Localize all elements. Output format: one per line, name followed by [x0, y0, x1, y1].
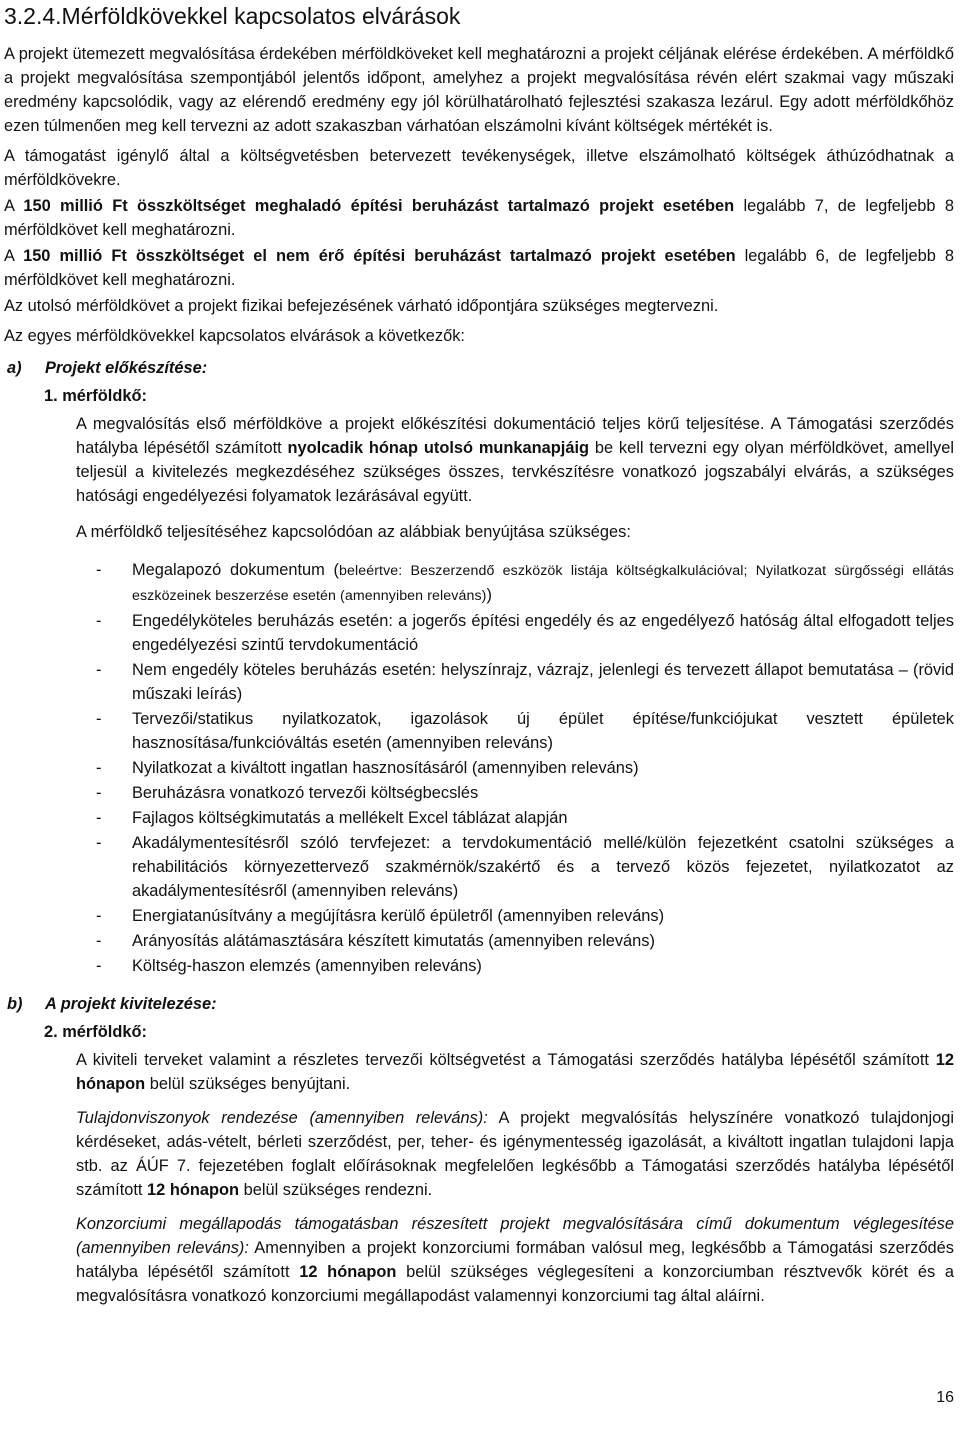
list-item: - Fajlagos költségkimutatás a mellékelt Excel táblázat alapján — [96, 809, 568, 827]
section-letter: b) — [7, 995, 23, 1013]
list-item: - Beruházásra vonatkozó tervezői költségbecslés — [96, 784, 479, 802]
ownership-paragraph: Tulajdonviszonyok rendezése (amennyiben releváns): A projekt megvalósítás helyszínére vonatkozó tulajdonjogi kérdéseket, adás-vételt, bérleti szerződést, per, teher- és igénymentesség igazolását, a kiváltott ingatlan tulajdoni lapja stb. az ÁÚF 7. fejezetében foglalt előírásoknak megfelelően legkésőbb a Támogatási szerződés hatályba lépésétől számított 12 hónapon belül szükséges rendezni. — [76, 1109, 954, 1199]
list-item-note: beleértve: Beszerzendő eszközök listája költségkalkulációval; Nyilatkozat sürgősségi ellátás eszközeinek beszerzése esetén (amennyiben releváns) — [132, 563, 954, 604]
bold-phrase: 12 hónapon — [147, 1181, 240, 1199]
italic-lead: Konzorciumi megállapodás támogatásban részesített projekt megvalósítására című dokumentum véglegesítése (amennyiben releváns): — [76, 1215, 954, 1257]
milestone-paragraph: A kiviteli terveket valamint a részletes tervezői költségvetést a Támogatási szerződés hatályba lépésétől számított 12 hónapon belül szükséges benyújtani. — [76, 1051, 954, 1093]
section-letter: a) — [7, 359, 22, 377]
last-milestone-paragraph: Az utolsó mérföldkövet a projekt fizikai befejezésének várható időpontjára szükséges megtervezni. — [4, 297, 719, 315]
section-b-title: b) A projekt kivitelezése: — [4, 992, 954, 1016]
bold-phrase: 150 millió Ft összköltséget meghaladó építési beruházást tartalmazó projekt esetében — [23, 197, 735, 215]
page-number: 16 — [936, 1389, 954, 1406]
list-item: - Nem engedély köteles beruházás esetén: helyszínrajz, vázrajz, jelenlegi és tervezett állapot bemutatása – (rövid műszaki leírás) — [96, 661, 954, 703]
list-item: - Nyilatkozat a kiváltott ingatlan hasznosításáról (amennyiben releváns) — [96, 759, 639, 777]
required-documents-list — [96, 558, 954, 978]
threshold-paragraph-under: A 150 millió Ft összköltséget el nem érő építési beruházást tartalmazó projekt esetében legalább 6, de legfeljebb 8 mérföldkövet kell meghatározni. — [4, 247, 954, 289]
list-lead-paragraph: Az egyes mérföldkövekkel kapcsolatos elvárások a következők: — [4, 327, 465, 345]
bold-phrase: 150 millió Ft összköltséget el nem érő építési beruházást tartalmazó projekt esetében — [23, 247, 736, 265]
bold-phrase: 12 hónapon — [76, 1051, 954, 1093]
section-a-title: a) Projekt előkészítése: — [4, 356, 954, 380]
bold-phrase: nyolcadik hónap utolsó munkanapjáig — [287, 439, 590, 457]
list-intro: A mérföldkő teljesítéséhez kapcsolódóan az alábbiak benyújtása szükséges: — [76, 523, 631, 541]
list-item: - Arányosítás alátámasztására készített kimutatás (amennyiben releváns) — [96, 932, 655, 950]
list-item: - Megalapozó dokumentum (beleértve: Beszerzendő eszközök listája költségkalkulációval; Nyilatkozat sürgősségi ellátás eszközeinek beszerzése esetén (amennyiben releváns)) — [96, 561, 954, 604]
consortium-paragraph: Konzorciumi megállapodás támogatásban részesített projekt megvalósítására című dokumentum véglegesítése (amennyiben releváns): Amennyiben a projekt konzorciumi formában valósul meg, legkésőbb a Támogatási szerződés hatályba lépésétől számított 12 hónapon belül szükséges véglegesíteni a konzorciumban résztvevők körét és a megvalósításra vonatkozó konzorciumi megállapodást valamennyi konzorciumi tag által aláírni. — [76, 1215, 954, 1305]
list-item: - Költség-haszon elemzés (amennyiben releváns) — [96, 957, 482, 975]
threshold-paragraph-over: A 150 millió Ft összköltséget meghaladó építési beruházást tartalmazó projekt esetében legalább 7, de legfeljebb 8 mérföldkövet kell meghatározni. — [4, 197, 954, 239]
list-item: - Engedélyköteles beruházás esetén: a jogerős építési engedély és az engedélyező hatóság által elfogadott teljes engedélyezési szintű tervdokumentáció — [96, 612, 954, 654]
milestone-label: 2. mérföldkő: — [44, 1023, 147, 1041]
list-item: - Energiatanúsítvány a megújításra kerülő épületről (amennyiben releváns) — [96, 907, 665, 925]
bold-phrase: 12 hónapon — [299, 1263, 397, 1281]
intro-paragraph: A támogatást igénylő által a költségvetésben betervezett tevékenységek, illetve elszámolható költségek áthúzódhatnak a mérföldkövekre. — [4, 147, 954, 189]
intro-paragraph: A projekt ütemezett megvalósítása érdekében mérföldköveket kell meghatározni a projekt céljának elérése érdekében. A mérföldkő a projekt megvalósítása szempontjából jelentős időpont, amelyhez a projekt megvalósítása révén elért szakmai vagy műszaki eredmény kapcsolódik, vagy az elérendő eredmény egy jól körülhatárolható fejlesztési szakasza lezárul. Egy adott mérföldkőhöz ezen túlmenően meg kell tervezni az adott szakaszban várhatóan elszámolni kívánt költségek mértékét is. — [4, 45, 954, 135]
milestone-paragraph: A megvalósítás első mérföldköve a projekt előkészítési dokumentáció teljes körű teljesítése. A Támogatási szerződés hatályba lépésétől számított nyolcadik hónap utolsó munkanapjáig be kell tervezni egy olyan mérföldkövet, amellyel teljesül a kivitelezés megkezdéséhez szükséges összes, tervkészítésre vonatkozó jogszabályi elvárás, a szükséges hatósági engedélyezési folyamatok lezárásával együtt. — [76, 415, 954, 505]
section-heading: 3.2.4.Mérföldkövekkel kapcsolatos elvárások — [4, 3, 461, 29]
milestone-label: 1. mérföldkő: — [44, 387, 147, 405]
document-body — [4, 42, 954, 1314]
list-item: - Akadálymentesítésről szóló tervfejezet: a tervdokumentáció mellé/külön fejezetként csatolni szükséges a rehabilitációs környezettervező szakmérnök/szakértő és a tervező közös fejezetet, nyilatkozatot az akadálymentesítésről (amennyiben releváns) — [96, 834, 954, 900]
list-item: - Tervezői/statikus nyilatkozatok, igazolások új épület építése/funkciójukat vesztett épületek hasznosítása/funkcióváltás esetén (amennyiben releváns) — [96, 710, 954, 752]
italic-lead: Tulajdonviszonyok rendezése (amennyiben releváns): — [76, 1109, 488, 1127]
